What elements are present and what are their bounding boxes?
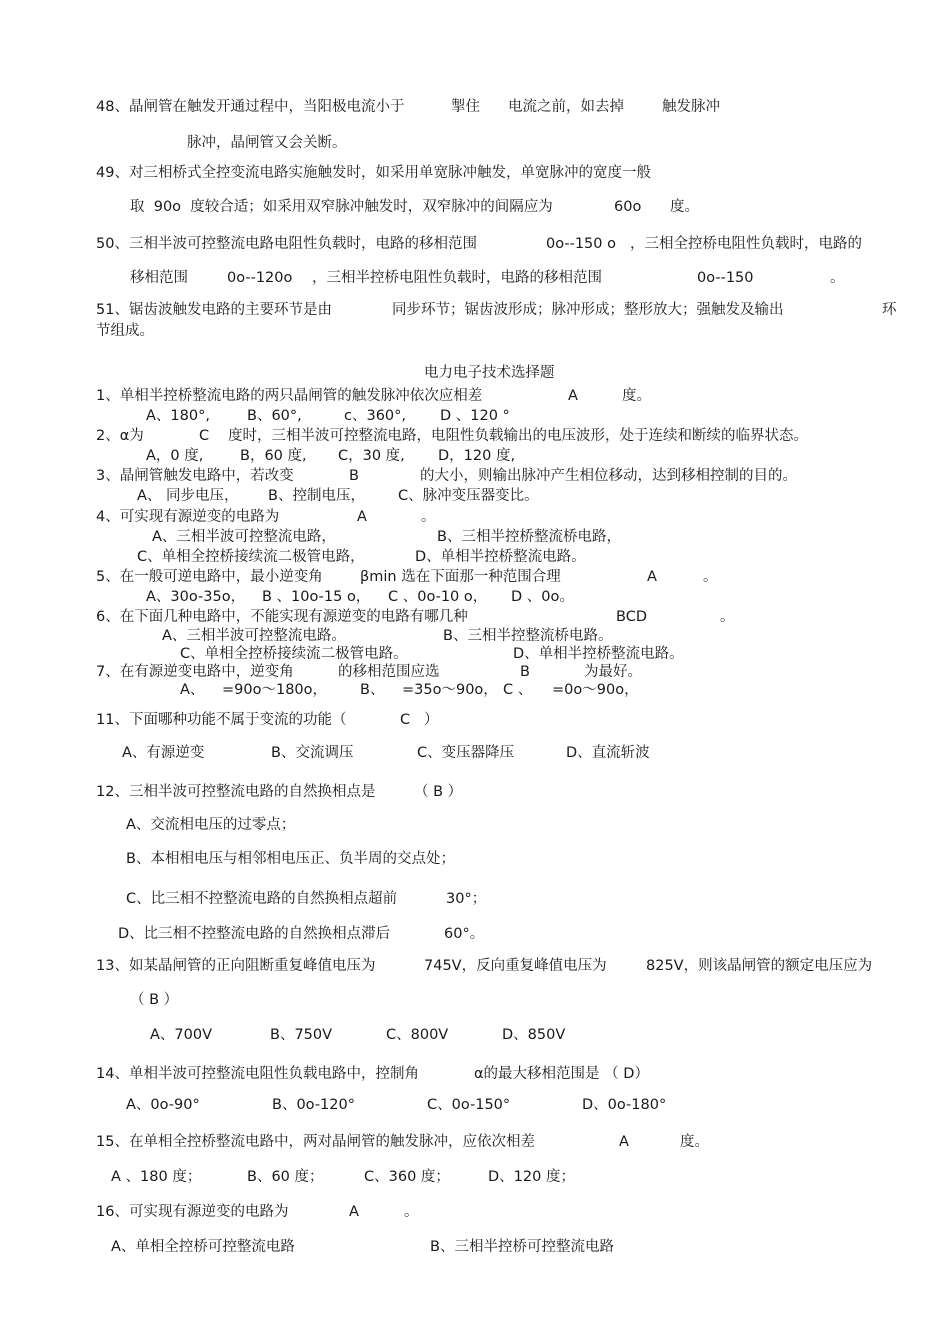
text-segment: D、直流斩波 bbox=[566, 745, 650, 761]
text-segment: c、360°, bbox=[344, 408, 407, 424]
text-segment: 745V，反向重复峰值电压为 bbox=[424, 958, 607, 974]
text-segment: 825V，则该晶闸管的额定电压应为 bbox=[646, 958, 873, 974]
text-segment: D、单相半控桥整流电路。 bbox=[415, 549, 586, 565]
text-segment: D、120 度； bbox=[488, 1169, 575, 1185]
question-text: A、单相全控桥可控整流电路 bbox=[111, 1239, 295, 1255]
question-text: 4、可实现有源逆变的电路为 bbox=[96, 509, 280, 525]
text-segment: 的移相范围应选 bbox=[338, 664, 440, 680]
text-segment: 电流之前，如去掉 bbox=[508, 99, 624, 115]
question-text: 6、在下面几种电路中，不能实现有源逆变的电路有哪几种 bbox=[96, 609, 468, 625]
text-segment: B bbox=[349, 468, 359, 484]
question-text: A、180°, bbox=[146, 408, 210, 424]
text-segment: A bbox=[349, 1204, 359, 1220]
text-segment: B 、10o-15 o， bbox=[262, 589, 371, 605]
text-segment: 0o--150 bbox=[697, 270, 754, 286]
text-segment: 0o--120o bbox=[227, 270, 293, 286]
text-segment: B、750V bbox=[270, 1027, 333, 1043]
text-segment: A bbox=[619, 1134, 629, 1150]
question-text: D、比三相不控整流电路的自然换相点滞后 bbox=[118, 926, 391, 942]
question-text: 50、三相半波可控整流电路电阻性负载时，电路的移相范围 bbox=[96, 236, 477, 252]
question-text: 49、对三相桥式全控变流电路实施触发时，如采用单宽脉冲触发，单宽脉冲的宽度一般 bbox=[96, 165, 651, 181]
question-text: 5、在一般可逆电路中，最小逆变角 bbox=[96, 569, 323, 585]
text-segment: 30°； bbox=[446, 891, 487, 907]
question-text: 3、晶闸管触发电路中，若改变 bbox=[96, 468, 294, 484]
text-segment: A bbox=[357, 509, 367, 525]
question-text: C、单相全控桥接续流二极管电路。 bbox=[180, 646, 408, 662]
text-segment: 。 bbox=[404, 1204, 419, 1220]
text-segment: =90o～180o， bbox=[222, 682, 328, 698]
text-segment: C、脉冲变压器变比。 bbox=[398, 488, 539, 504]
text-segment: B、三相半控桥可控整流电路 bbox=[430, 1239, 614, 1255]
text-segment: 60o bbox=[614, 199, 642, 215]
text-segment: B、控制电压， bbox=[268, 488, 365, 504]
question-text: 14、单相半波可控整流电阻性负载电路中，控制角 bbox=[96, 1066, 419, 1082]
text-segment: 。 bbox=[830, 270, 845, 286]
text-segment: 0o--150 o bbox=[546, 236, 616, 252]
text-segment: 。 bbox=[720, 609, 735, 625]
text-segment: 的大小，则输出脉冲产生相位移动，达到移相控制的目的。 bbox=[420, 468, 797, 484]
text-segment: 度。 bbox=[680, 1134, 709, 1150]
text-segment: D 、120 ° bbox=[440, 408, 510, 424]
text-segment: D、0o-180° bbox=[582, 1097, 667, 1113]
question-text: A、700V bbox=[150, 1027, 213, 1043]
question-text: 移相范围 bbox=[130, 270, 188, 286]
text-segment: C bbox=[199, 428, 210, 444]
text-segment: βmin 选在下面那一种范围合理 bbox=[360, 569, 561, 585]
text-segment: A bbox=[568, 388, 578, 404]
text-segment: C、800V bbox=[386, 1027, 449, 1043]
text-segment: 。 bbox=[421, 509, 436, 525]
question-text: A，0 度, bbox=[146, 448, 204, 464]
text-segment: （ B ） bbox=[414, 784, 463, 800]
question-text: A、30o-35o， bbox=[146, 589, 246, 605]
text-segment: D 、0o。 bbox=[511, 589, 574, 605]
question-text: A、有源逆变 bbox=[122, 745, 205, 761]
text-segment: A bbox=[647, 569, 657, 585]
section-title: 电力电子技术选择题 bbox=[424, 365, 555, 381]
text-segment: D，120 度, bbox=[438, 448, 516, 464]
question-text: 51、锯齿波触发电路的主要环节是由 bbox=[96, 302, 332, 318]
text-segment: 。 bbox=[703, 569, 718, 585]
text-segment: B、 bbox=[360, 682, 385, 698]
text-segment: C，30 度, bbox=[338, 448, 405, 464]
text-segment: 环 bbox=[882, 302, 897, 318]
question-text: A、三相半波可控整流电路。 bbox=[162, 628, 346, 644]
question-text: 11、下面哪种功能不属于变流的功能（ bbox=[96, 712, 347, 728]
text-segment: =0o～90o， bbox=[552, 682, 639, 698]
question-text: C、单相全控桥接续流二极管电路， bbox=[137, 549, 365, 565]
text-segment: B、0o-120° bbox=[272, 1097, 355, 1113]
text-segment: BCD bbox=[616, 609, 647, 625]
question-text: A、 bbox=[180, 682, 205, 698]
text-segment: 同步环节；锯齿波形成；脉冲形成；整形放大；强触发及输出 bbox=[392, 302, 784, 318]
question-text: A、交流相电压的过零点； bbox=[126, 817, 296, 833]
text-segment: ） bbox=[424, 712, 439, 728]
text-segment: ，三相半控桥电阻性负载时，电路的移相范围 bbox=[312, 270, 602, 286]
question-text: A、 同步电压， bbox=[137, 488, 239, 504]
text-segment: 度。 bbox=[670, 199, 699, 215]
text-segment: C、0o-150° bbox=[427, 1097, 511, 1113]
question-text: 2、α为 bbox=[96, 428, 144, 444]
text-segment: B、60°, bbox=[247, 408, 302, 424]
text-segment: D、单相半控桥整流电路。 bbox=[513, 646, 684, 662]
question-text: 48、晶闸管在触发开通过程中，当阳极电流小于 bbox=[96, 99, 405, 115]
text-segment: 60°。 bbox=[444, 926, 485, 942]
question-text: B、本相相电压与相邻相电压正、负半周的交点处； bbox=[126, 851, 455, 867]
question-text: （ B ） bbox=[130, 992, 179, 1008]
text-segment: C、变压器降压 bbox=[417, 745, 515, 761]
text-segment: C bbox=[400, 712, 411, 728]
text-segment: 度。 bbox=[622, 388, 651, 404]
question-text: A 、180 度； bbox=[111, 1169, 202, 1185]
text-segment: B、三相半控整流桥电路。 bbox=[443, 628, 613, 644]
question-text: 16、可实现有源逆变的电路为 bbox=[96, 1204, 289, 1220]
question-text: A、三相半波可控整流电路， bbox=[152, 529, 336, 545]
question-text: 13、如某晶闸管的正向阻断重复峰值电压为 bbox=[96, 958, 376, 974]
text-segment: 掣住 bbox=[451, 99, 480, 115]
text-segment: 触发脉冲 bbox=[662, 99, 720, 115]
text-segment: =35o～90o， bbox=[402, 682, 498, 698]
question-text: 15、在单相全控桥整流电路中，两对晶闸管的触发脉冲，应依次相差 bbox=[96, 1134, 535, 1150]
question-text: 取 90o 度较合适；如采用双窄脉冲触发时，双窄脉冲的间隔应为 bbox=[130, 199, 553, 215]
text-segment: B bbox=[520, 664, 530, 680]
text-segment: α的最大移相范围是 （ D） bbox=[474, 1066, 649, 1082]
text-segment: D、850V bbox=[502, 1027, 566, 1043]
text-segment: ，三相全控桥电阻性负载时，电路的 bbox=[630, 236, 862, 252]
question-text: 1、单相半控桥整流电路的两只晶闸管的触发脉冲依次应相差 bbox=[96, 388, 483, 404]
question-text: C、比三相不控整流电路的自然换相点超前 bbox=[126, 891, 398, 907]
question-text: 7、在有源逆变电路中，逆变角 bbox=[96, 664, 294, 680]
text-segment: 度时，三相半波可控整流电路，电阻性负载输出的电压波形，处于连续和断续的临界状态。 bbox=[228, 428, 808, 444]
text-segment: B、三相半控桥整流桥电路， bbox=[437, 529, 621, 545]
text-segment: C 、0o-10 o， bbox=[388, 589, 488, 605]
text-segment: B、交流调压 bbox=[271, 745, 354, 761]
question-text: 脉冲，晶闸管又会关断。 bbox=[187, 135, 347, 151]
text-segment: B，60 度, bbox=[240, 448, 307, 464]
text-segment: C、360 度； bbox=[364, 1169, 450, 1185]
question-text: 12、三相半波可控整流电路的自然换相点是 bbox=[96, 784, 376, 800]
text-segment: 为最好。 bbox=[584, 664, 642, 680]
text-segment: B、60 度； bbox=[247, 1169, 324, 1185]
text-segment: C 、 bbox=[503, 682, 533, 698]
question-text: A、0o-90° bbox=[126, 1097, 200, 1113]
question-text: 节组成。 bbox=[96, 323, 154, 339]
